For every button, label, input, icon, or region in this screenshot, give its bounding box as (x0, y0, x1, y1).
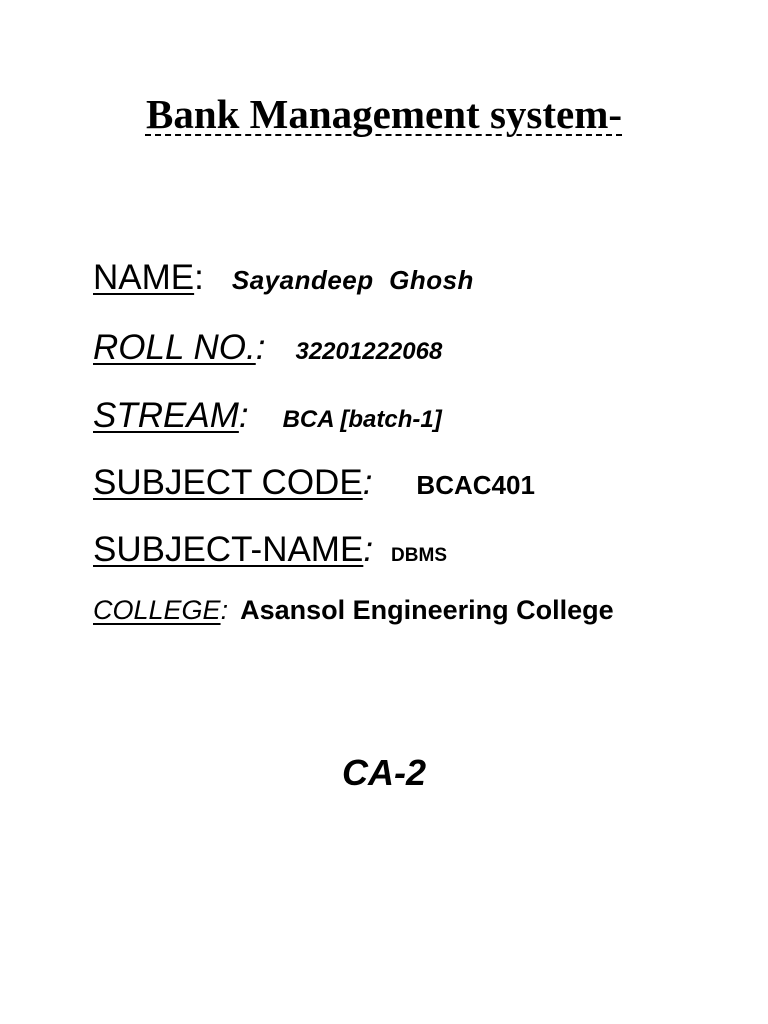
field-college (93, 595, 614, 626)
field-subject-name-label: SUBJECT-NAME (93, 530, 364, 569)
field-name-value: Sayandeep Ghosh (231, 265, 474, 295)
field-subject-name-separator: : (363, 530, 374, 569)
field-subject-name-value: DBMS (391, 545, 447, 566)
field-college-separator: : (220, 595, 229, 625)
field-name (93, 258, 474, 298)
field-stream-separator: : (238, 396, 249, 435)
field-roll-separator: : (255, 328, 266, 367)
field-roll-value: 32201222068 (295, 338, 443, 365)
field-subject-code (93, 463, 535, 503)
field-stream-value: BCA [batch-1] (282, 406, 442, 433)
field-college-label: COLLEGE (93, 595, 221, 625)
document-title-text: Bank Management system- (145, 91, 623, 137)
assessment-heading: CA-2 (341, 752, 426, 793)
field-roll-label: ROLL NO. (93, 328, 256, 367)
field-subject-code-label: SUBJECT CODE (93, 463, 363, 502)
field-stream (93, 396, 442, 436)
document-title (0, 88, 768, 140)
field-roll (93, 328, 442, 368)
field-college-value: Asansol Engineering College (240, 595, 614, 625)
field-name-separator: : (194, 258, 204, 297)
field-name-label: NAME (93, 258, 195, 297)
field-subject-code-value: BCAC401 (416, 470, 535, 500)
field-subject-name (93, 530, 447, 570)
field-stream-label: STREAM (93, 396, 239, 435)
field-subject-code-separator: : (362, 463, 373, 502)
